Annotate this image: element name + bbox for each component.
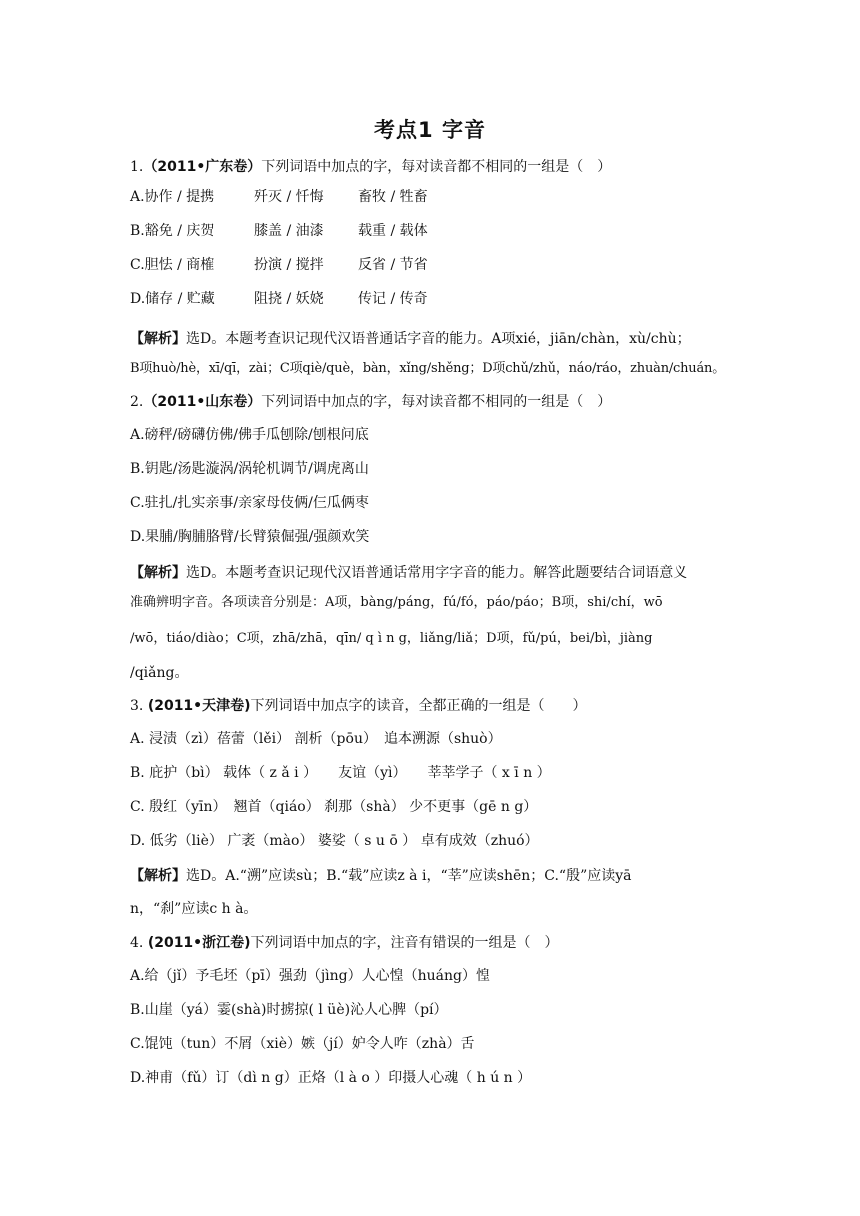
question-2-option-c: C.驻扎/扎实亲事/亲家母伎俩/仨瓜俩枣 [130,495,369,511]
option-group: A.协作 / 提携 [130,189,215,205]
option-group: 歼灭 / 忏悔 [254,189,324,205]
analysis-text: 选D。本题考查识记现代汉语普通话字音的能力。A项xié，jiān/chàn，xù/chù； [186,331,691,347]
option-group: 膝盖 / 油漆 [254,223,324,239]
page-title: 考点1 字音 [374,118,486,142]
question-number: 3. [130,698,144,714]
question-3-option-b: B. 庇护（bì） 载体（ z ǎ i ） 友谊（yì） 莘莘学子（ x ī n ） [130,765,551,781]
question-2-option-a: A.磅秤/磅礴仿佛/佛手瓜刨除/刨根问底 [130,427,369,443]
question-2-option-b: B.钥匙/汤匙漩涡/涡轮机调节/调虎离山 [130,461,369,477]
question-2-analysis-line: /wō，tiáo/diào；C项，zhā/zhā，qīn/ q ì n g，liǎng/liǎ；D项，fǔ/pú，bei/bì，jiàng [130,631,653,646]
question-1-option-a [130,187,736,207]
question-source: (2011•浙江卷) [147,935,251,951]
option-group: C.胆怯 / 商榷 [130,257,215,273]
option-group: 载重 / 载体 [358,223,428,239]
question-source: (2011•天津卷) [147,698,251,714]
question-3-analysis-line [130,866,736,886]
question-3-option-c: C. 殷红（yīn） 翘首（qiáo） 刹那（shà） 少不更事（gē n g） [130,799,538,815]
option-group: D.储存 / 贮藏 [130,291,215,307]
question-2-stem [130,392,736,412]
question-1-option-c [130,255,736,275]
option-group: 阻挠 / 妖娆 [254,291,324,307]
question-text: 下列词语中加点的字，每对读音都不相同的一组是（ ） [261,394,612,410]
question-1-analysis-line [130,329,736,349]
question-3-analysis-line: n，“刹”应读c h à。 [130,901,258,917]
analysis-tag: 【解析】 [130,565,186,581]
option-group: 畜牧 / 牲畜 [358,189,428,205]
question-4-option-c: C.馄饨（tun）不屑（xiè）嫉（jí）妒令人咋（zhà）舌 [130,1036,475,1052]
question-number: 2. [130,394,144,410]
option-group: 传记 / 传奇 [358,291,428,307]
question-1-analysis-line: B项huò/hè，xī/qī，zài；C项qiè/què，bàn，xǐng/shěng；D项chǔ/zhǔ，náo/ráo，zhuàn/chuán。 [130,361,725,376]
analysis-tag: 【解析】 [130,868,186,884]
question-source: （2011•广东卷） [143,159,262,175]
question-2-option-d: D.果脯/胸脯胳臂/长臂猿倔强/强颜欢笑 [130,529,370,545]
question-number: 1. [130,159,144,175]
question-2-analysis-line: 准确辨明字音。各项读音分别是：A项，bàng/páng，fú/fó，páo/páo；B项，shi/chí，wō [130,595,663,610]
option-group: B.豁免 / 庆贺 [130,223,215,239]
question-text: 下列词语中加点的字，每对读音都不相同的一组是（ ） [261,159,612,175]
question-4-option-d: D.神甫（fǔ）订（dì n g）正烙（l à o ）印摄人心魂（ h ú n ） [130,1070,532,1086]
question-text: 下列词语中加点字的读音，全都正确的一组是（ ） [250,698,587,714]
question-source: （2011•山东卷） [143,394,262,410]
question-3-stem [130,696,736,716]
analysis-text: 选D。本题考查识记现代汉语普通话常用字字音的能力。解答此题要结合词语意义 [186,565,688,581]
question-text: 下列词语中加点的字，注音有错误的一组是（ ） [250,935,559,951]
option-group: 反省 / 节省 [358,257,428,273]
analysis-text: 选D。A.“溯”应读sù；B.“载”应读z à i，“莘”应读shēn；C.“殷”应读yā [186,868,632,884]
question-1-option-d [130,289,736,309]
question-number: 4. [130,935,144,951]
question-4-option-a: A.给（jǐ）予毛坯（pī）强劲（jìng）人心惶（huáng）惶 [130,968,490,984]
question-4-option-b: B.山崖（yá）霎(shà)时掳掠( l üè)沁人心脾（pí） [130,1002,448,1018]
question-1-option-b [130,221,736,241]
question-2-analysis-line: /qiǎng。 [130,665,189,681]
question-2-analysis-line [130,563,736,583]
question-3-option-a: A. 浸渍（zì）蓓蕾（lěi） 剖析（pōu） 追本溯源（shuò） [130,731,502,747]
question-4-stem [130,933,736,953]
question-3-option-d: D. 低劣（liè） 广袤（mào） 婆娑（ s u ō ） 卓有成效（zhuó） [130,833,539,849]
option-group: 扮演 / 搅拌 [254,257,324,273]
analysis-tag: 【解析】 [130,331,186,347]
question-1-stem [130,157,736,177]
